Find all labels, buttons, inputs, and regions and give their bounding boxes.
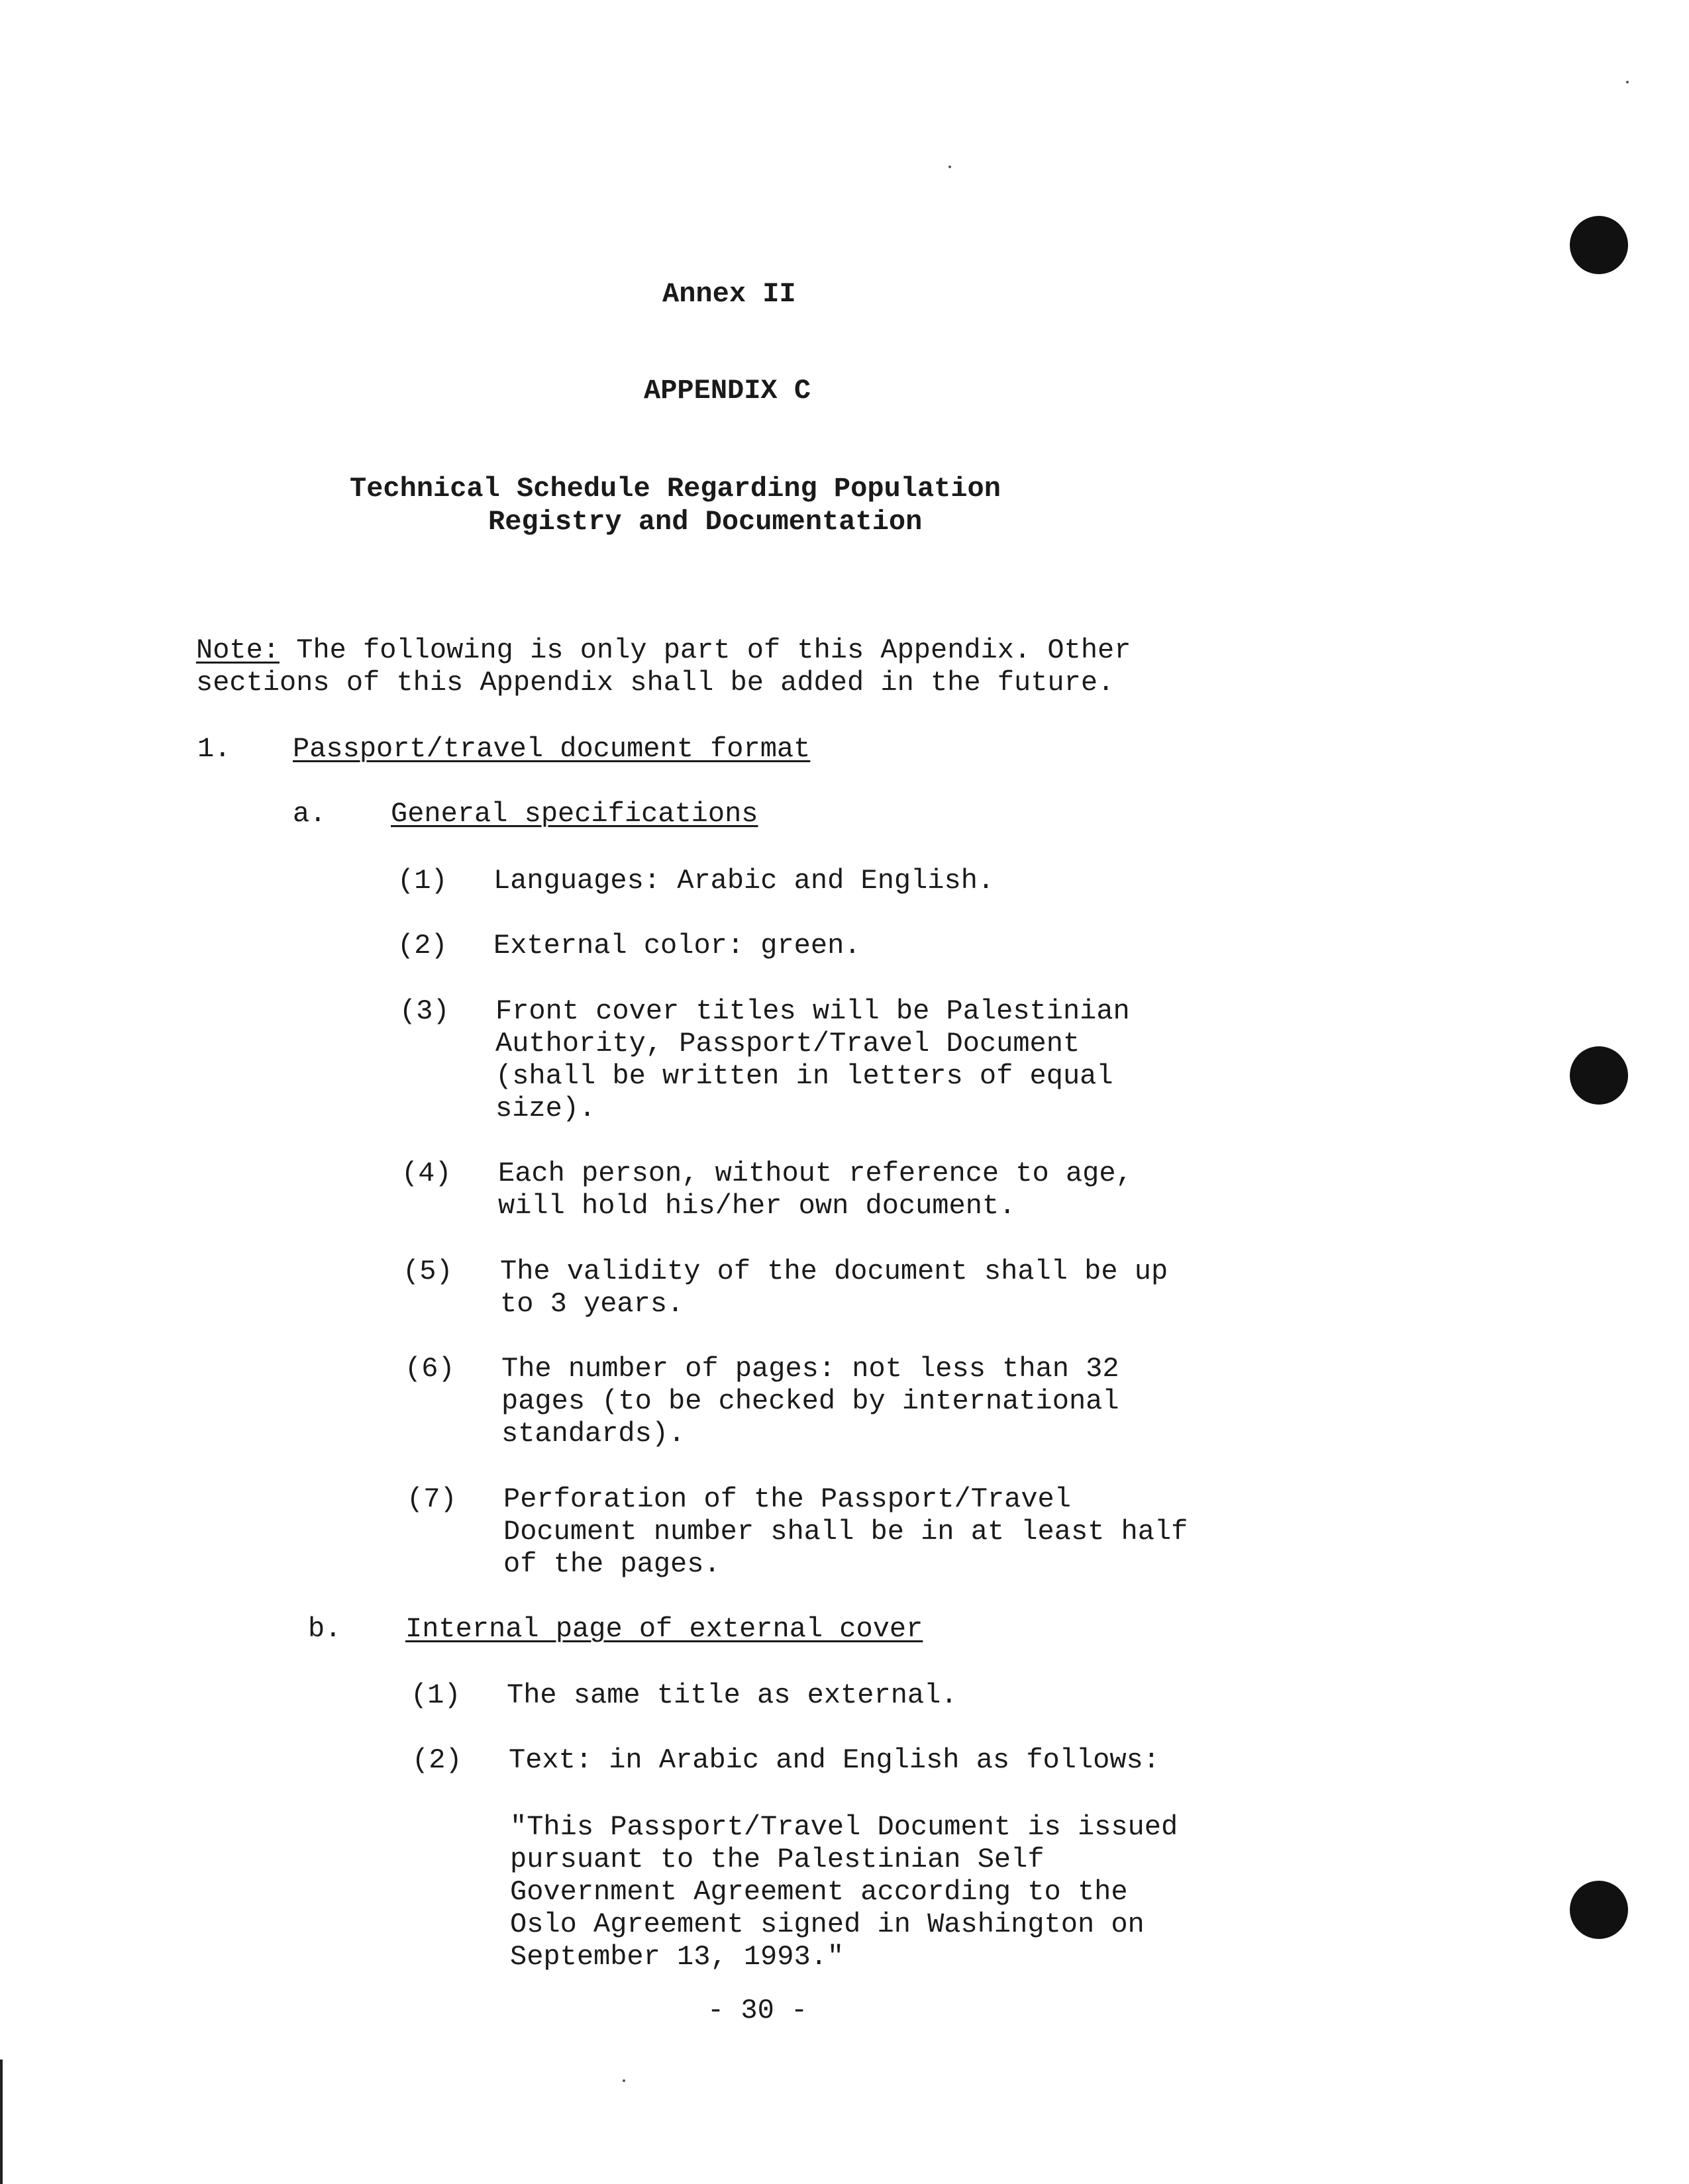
item-a7-line: of the pages. bbox=[503, 1548, 721, 1580]
quote-line: September 13, 1993." bbox=[510, 1941, 844, 1973]
item-b1-line: The same title as external. bbox=[507, 1679, 958, 1711]
appendix-label: APPENDIX C bbox=[644, 375, 811, 407]
annex-label: Annex II bbox=[662, 278, 796, 310]
scan-speck bbox=[948, 166, 951, 168]
scan-speck bbox=[623, 2079, 625, 2082]
note-line-1 bbox=[196, 634, 1131, 667]
title-line-2: Registry and Documentation bbox=[488, 506, 923, 538]
item-a3-line: (shall be written in letters of equal bbox=[495, 1060, 1113, 1092]
item-a7-number: (7) bbox=[407, 1483, 457, 1515]
punch-hole-bottom bbox=[1570, 1881, 1628, 1939]
quote-line: Government Agreement according to the bbox=[510, 1876, 1128, 1908]
item-a7-line: Document number shall be in at least half bbox=[503, 1516, 1188, 1548]
sub-a-title: General specifications bbox=[391, 798, 758, 830]
quote-line: Oslo Agreement signed in Washington on bbox=[510, 1909, 1145, 1940]
item-a5-number: (5) bbox=[403, 1256, 453, 1287]
item-a2-line: External color: green. bbox=[493, 930, 861, 962]
item-a3-number: (3) bbox=[399, 995, 450, 1027]
item-a3-line: Authority, Passport/Travel Document bbox=[495, 1028, 1080, 1060]
sub-a-letter: a. bbox=[293, 798, 327, 830]
item-a2-number: (2) bbox=[397, 930, 448, 962]
note-label: Note: bbox=[196, 634, 280, 666]
item-b2-line: Text: in Arabic and English as follows: bbox=[509, 1744, 1160, 1776]
item-a6-line: pages (to be checked by international bbox=[501, 1385, 1119, 1417]
section-1-title: Passport/travel document format bbox=[293, 733, 811, 765]
note-line-2: sections of this Appendix shall be added in the future. bbox=[196, 667, 1115, 699]
quote-line: pursuant to the Palestinian Self bbox=[510, 1844, 1045, 1875]
item-a6-line: The number of pages: not less than 32 bbox=[501, 1353, 1119, 1385]
scan-speck bbox=[1626, 81, 1629, 83]
punch-hole-top bbox=[1570, 216, 1628, 274]
item-a4-line: will hold his/her own document. bbox=[498, 1190, 1016, 1222]
item-a7-line: Perforation of the Passport/Travel bbox=[503, 1483, 1071, 1515]
note-text-1: The following is only part of this Appendix. Other bbox=[280, 634, 1131, 666]
item-a4-number: (4) bbox=[401, 1158, 452, 1189]
sub-b-title: Internal page of external cover bbox=[405, 1613, 923, 1645]
item-b2-number: (2) bbox=[412, 1744, 462, 1776]
punch-hole-middle bbox=[1570, 1046, 1628, 1105]
item-a3-line: size). bbox=[495, 1093, 596, 1124]
title-line-1: Technical Schedule Regarding Population bbox=[350, 473, 1001, 505]
section-1-number: 1. bbox=[197, 733, 231, 765]
scan-edge-mark bbox=[0, 2060, 3, 2184]
page-number: - 30 - bbox=[707, 1995, 808, 2026]
item-a6-line: standards). bbox=[501, 1418, 686, 1450]
item-a1-line: Languages: Arabic and English. bbox=[493, 865, 995, 897]
item-a1-number: (1) bbox=[397, 865, 448, 897]
item-a5-line: The validity of the document shall be up bbox=[500, 1256, 1168, 1287]
item-a3-line: Front cover titles will be Palestinian bbox=[495, 995, 1130, 1027]
item-b1-number: (1) bbox=[411, 1679, 461, 1711]
item-a5-line: to 3 years. bbox=[500, 1288, 684, 1320]
sub-b-letter: b. bbox=[308, 1613, 342, 1645]
item-a4-line: Each person, without reference to age, bbox=[498, 1158, 1133, 1189]
item-a6-number: (6) bbox=[405, 1353, 455, 1385]
quote-line: "This Passport/Travel Document is issued bbox=[510, 1811, 1178, 1843]
